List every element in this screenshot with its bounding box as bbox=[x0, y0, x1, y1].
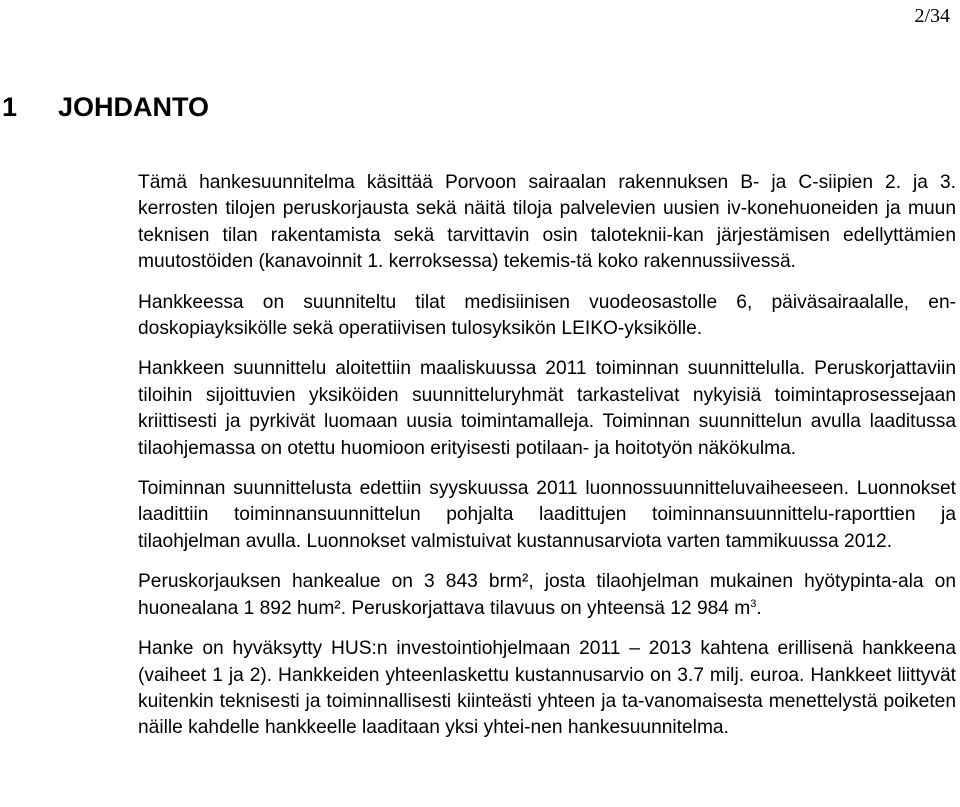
body-text bbox=[138, 170, 956, 756]
area-text: Peruskorjauksen hankealue on 3 843 brm², josta tilaohjelman mukainen hyötypinta-ala on huonealana 1 892 hum². Peruskorjattava tilavuus on yhteensä 12 984 m bbox=[138, 571, 956, 619]
paragraph-area bbox=[138, 569, 956, 622]
section-heading bbox=[0, 92, 209, 123]
section-title: JOHDANTO bbox=[58, 92, 210, 122]
area-text-end: . bbox=[756, 597, 762, 619]
paragraph-spaces: Hankkeessa on suunniteltu tilat medisiinisen vuodeosastolle 6, päiväsairaalalle, en-doskopiayksikölle sekä operatiivisen tulosyksikön LEIKO-yksikölle. bbox=[138, 291, 956, 340]
cubic-superscript: 3 bbox=[750, 597, 757, 610]
paragraph-scope: Tämä hankesuunnitelma käsittää Porvoon sairaalan rakennuksen B- ja C-siipien 2. ja 3. kerrosten tilojen peruskorjausta sekä näitä tiloja palvelevien uusien iv-konehuoneiden ja muun teknisen tilan rakentamista sekä tarvittavin osin taloteknii-kan järjestämisen edellyttämien muutostöiden (kanavoinnit 1. kerroksessa) tekemis-tä koko rakennussiivessä. bbox=[138, 172, 956, 273]
page-number: 2/34 bbox=[914, 5, 950, 27]
section-number: 1 bbox=[2, 92, 18, 122]
paragraph-planning: Hankkeen suunnittelu aloitettiin maaliskuussa 2011 toiminnan suunnittelulla. Peruskorjattaviin tiloihin sijoittuvien yksiköiden suunnitteluryhmät tarkastelivat nykyisiä toimintaprosessejaan kriittisesti ja pyrkivät luomaan uusia toimintamalleja. Toiminnan suunnittelun avulla laaditussa tilaohjemassa on otettu huomioon erityisesti potilaan- ja hoitotyön näkökulma. bbox=[138, 358, 956, 459]
paragraph-approval: Hanke on hyväksytty HUS:n investointiohjelmaan 2011 – 2013 kahtena erillisenä hankkeena (vaiheet 1 ja 2). Hankkeiden yhteenlaskettu kustannusarvio on 3.7 milj. euroa. Hankkeet liittyvät kuitenkin teknisesti ja toiminnallisesti kiinteästi yhteen ja ta-vanomaisesta menettelystä poiketen näille kahdelle hankkeelle laaditaan yksi yhtei-nen hankesuunnitelma. bbox=[138, 638, 956, 739]
paragraph-drafts: Toiminnan suunnittelusta edettiin syyskuussa 2011 luonnossuunnitteluvaiheeseen. Luonnokset laadittiin toiminnansuunnittelun pohjalta laadittujen toiminnansuunnittelu-raporttien ja tilaohjelman avulla. Luonnokset valmistuivat kustannusarviota varten tammikuussa 2012. bbox=[138, 478, 956, 552]
